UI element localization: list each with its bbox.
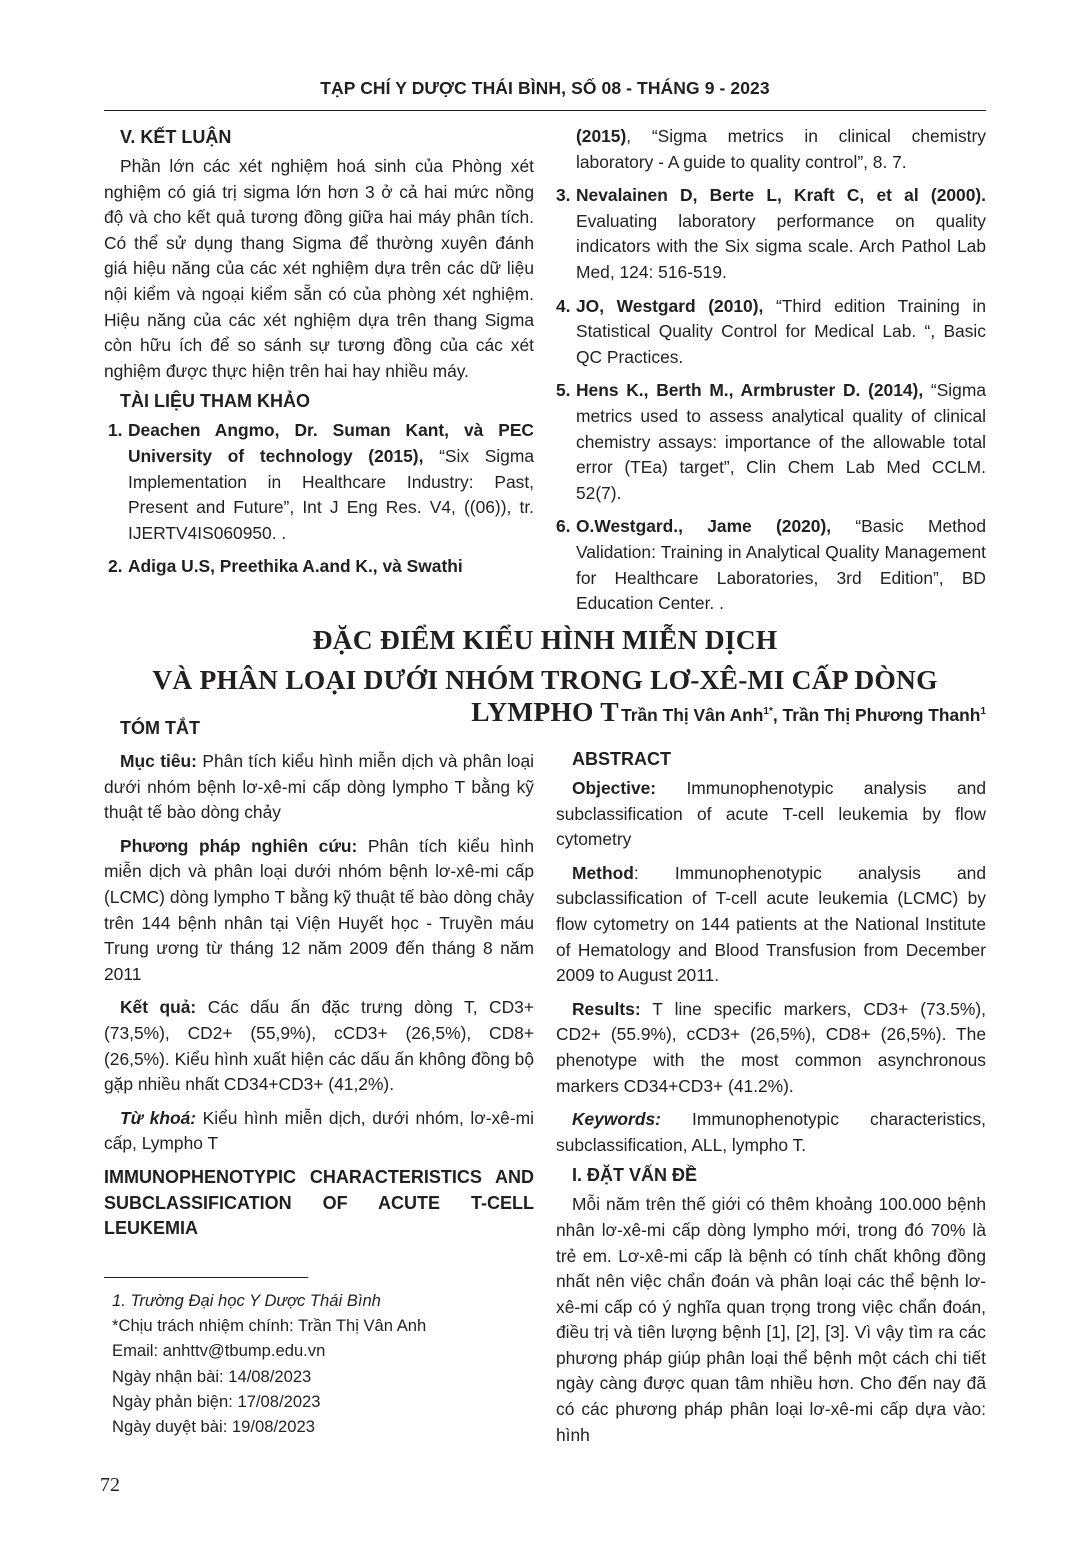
method-label: Phương pháp nghiên cứu: bbox=[120, 835, 358, 856]
ref-citation: Evaluating laboratory performance on quality indicators with the Six sigma scale. Arch Pathol Lab Med, 124: 516-519. bbox=[576, 210, 986, 282]
objective-label: Mục tiêu: bbox=[120, 751, 197, 771]
reference-2 bbox=[104, 554, 534, 580]
footnote-rule bbox=[104, 1277, 308, 1278]
authors: Trần Thị Vân Anh$^{1*}$, Trần Thị Phương Thanh$^1$ bbox=[621, 705, 986, 725]
summary-results bbox=[104, 995, 534, 1097]
ref-number: 2. bbox=[108, 556, 123, 577]
reference-2-continued bbox=[556, 124, 986, 175]
author-1: Trần Thị Vân Anh bbox=[621, 705, 764, 725]
summary-keywords bbox=[104, 1106, 534, 1157]
method-label: Method bbox=[572, 862, 634, 883]
results-text: Các dấu ấn đặc trưng dòng T, CD3+ (73,5%), CD2+ (55,9%), cCD3+ (26,5%), CD8+ (26,5%). Kiểu hình xuất hiện các dấu ấn không đồng bộ gặp nhiều nhất CD34+CD3+ (41,2%). bbox=[104, 997, 534, 1095]
objective-text: Immunophenotypic analysis and subclassification of acute T-cell leukemia by flow cytometry bbox=[556, 778, 986, 850]
journal-header: TẠP CHÍ Y DƯỢC THÁI BÌNH, SỐ 08 - THÁNG 9 - 2023 bbox=[320, 78, 770, 98]
references-heading: TÀI LIỆU THAM KHẢO bbox=[120, 391, 310, 412]
keywords-label: Từ khoá: bbox=[120, 1107, 197, 1128]
results-label: Results: bbox=[572, 998, 641, 1019]
method-text: Phân tích kiểu hình miễn dịch và phân loại dưới nhóm bệnh lơ-xê-mi cấp (LCMC) dòng lympho T bằng kỹ thuật tế bào dòng chảy trên 144 bệnh nhân tại Viện Huyết học - Truyền máu Trung ương từ tháng 12 năm 2009 đến tháng 8 năm 2011 bbox=[104, 835, 534, 984]
abstract-heading: ABSTRACT bbox=[572, 749, 671, 769]
method-text: : Immunophenotypic analysis and subclassification of T-cell acute leukemia (LCMC) by flow cytometry on 144 patients at the National Institute of Hematology and Blood Transfusion from December 2009 to August 2011. bbox=[556, 862, 986, 986]
keywords-text: Kiểu hình miễn dịch, dưới nhóm, lơ-xê-mi cấp, Lympho T bbox=[104, 1107, 534, 1154]
results-label: Kết quả: bbox=[120, 997, 197, 1018]
footnote bbox=[112, 1288, 426, 1439]
ref-authors: Hens K., Berth M., Armbruster D. (2014), bbox=[576, 380, 924, 401]
summary-method bbox=[104, 834, 534, 988]
abstract-keywords bbox=[556, 1107, 986, 1158]
keywords-text: Immunophenotypic characteristics, subclassification, ALL, lympho T. bbox=[556, 1109, 986, 1155]
reference-3 bbox=[556, 183, 986, 285]
left-column-bottom bbox=[104, 715, 534, 1242]
footnote-reviewed: Ngày phản biện: 17/08/2023 bbox=[112, 1391, 321, 1411]
ref-authors: Adiga U.S, Preethika A.and K., và Swathi bbox=[128, 556, 463, 577]
ref-citation: “Six Sigma Implementation in Healthcare Industry: Past, Present and Future”, Int J Eng Res. V4, ((06)), tr. IJERTV4IS060950. . bbox=[128, 445, 535, 543]
abstract-objective bbox=[556, 776, 986, 853]
footnote-corresponding: *Chịu trách nhiệm chính: Trần Thị Vân Anh bbox=[112, 1316, 427, 1336]
footnote-email: Email: anhttv@tbump.edu.vn bbox=[112, 1341, 326, 1361]
intro-text: Mỗi năm trên thế giới có thêm khoảng 100.000 bệnh nhân lơ-xê-mi cấp dòng lympho mới, trong đó 70% là trẻ em. Lơ-xê-mi cấp là bệnh có tính chất không đồng nhất nên việc chẩn đoán và phân loại các thể bệnh lơ-xê-mi cấp có ý nghĩa quan trọng trong việc chẩn đoán, điều trị và tiên lượng bệnh [1], [2], [3]. Vì vậy tìm ra các phương pháp giúp phân loại thể bệnh một cách chi tiết ngày càng được quan tâm nhiều hơn. Cho đến nay đã có các phương pháp phân loại lơ-xê-mi cấp dựa vào: hình bbox=[556, 1194, 986, 1445]
ref-authors: Nevalainen D, Berte L, Kraft C, et al (2000). bbox=[576, 185, 986, 206]
ref-number: 4. bbox=[556, 295, 571, 316]
ref-authors: O.Westgard., Jame (2020), bbox=[576, 516, 832, 537]
reference-4 bbox=[556, 294, 986, 371]
conclusion-text: Phần lớn các xét nghiệm hoá sinh của Phòng xét nghiệm có giá trị sigma lớn hơn 3 ở cả hai mức nồng độ và cho kết quả tương đồng giữa hai máy phân tích. Có thể sử dụng thang Sigma để thường xuyên đánh giá hiệu năng của các xét nghiệm dựa trên các dữ liệu nội kiểm và ngoại kiểm sẵn có của phòng xét nghiệm. Hiệu năng của các xét nghiệm dựa trên thang Sigma còn hữu ích để so sánh sự tương đồng của các xét nghiệm được thực hiện trên hai hay nhiều máy. bbox=[104, 156, 534, 381]
objective-text: Phân tích kiểu hình miễn dịch và phân loại dưới nhóm bệnh lơ-xê-mi cấp dòng lympho T bằng kỹ thuật tế bào dòng chảy bbox=[104, 751, 534, 823]
right-column-top bbox=[556, 124, 986, 617]
ref-citation: “Third edition Training in Statistical Quality Control for Medical Lab. “, Basic QC Practices. bbox=[576, 295, 987, 367]
article-title-line-1: ĐẶC ĐIỂM KIỂU HÌNH MIỄN DỊCH bbox=[312, 624, 778, 655]
reference-5 bbox=[556, 378, 986, 506]
ref-number: 5. bbox=[556, 380, 571, 401]
ref-citation: “Sigma metrics used to assess analytical quality of clinical chemistry assays: importance of the allowable total error (TEa) target”, Clin Chem Lab Med CCLM. 52(7). bbox=[576, 380, 986, 503]
page-number: 72 bbox=[100, 1474, 120, 1496]
footnote-received: Ngày nhận bài: 14/08/2023 bbox=[112, 1366, 312, 1386]
summary-objective bbox=[104, 749, 534, 826]
abstract-results bbox=[556, 997, 986, 1099]
ref-number: 3. bbox=[556, 185, 571, 206]
english-title: IMMUNOPHENOTYPIC CHARACTERISTICS AND SUBCLASSIFICATION OF ACUTE T-CELL LEUKEMIA bbox=[104, 1166, 534, 1239]
intro-heading: I. ĐẶT VẤN ĐỀ bbox=[572, 1165, 698, 1186]
right-column-bottom bbox=[556, 746, 986, 1448]
objective-label: Objective: bbox=[572, 778, 657, 798]
ref-number: 6. bbox=[556, 516, 571, 537]
author-2-affiliation: 1 bbox=[980, 706, 986, 718]
footnote-affiliation: 1. Trường Đại học Y Dược Thái Bình bbox=[112, 1291, 381, 1310]
article-title-line-2: VÀ PHÂN LOẠI DƯỚI NHÓM TRONG LƠ-XÊ-MI CẤP DÒNG LYMPHO T bbox=[152, 664, 938, 727]
reference-1 bbox=[104, 418, 534, 546]
summary-heading: TÓM TẮT bbox=[120, 718, 200, 738]
left-column-top bbox=[104, 124, 534, 580]
keywords-label: Keywords: bbox=[572, 1109, 661, 1130]
conclusion-heading: V. KẾT LUẬN bbox=[120, 127, 232, 147]
abstract-method bbox=[556, 861, 986, 989]
header-rule bbox=[104, 110, 986, 111]
results-text: T line specific markers, CD3+ (73.5%), CD2+ (55.9%), cCD3+ (26,5%), CD8+ (26,5%). The phenotype with the most common asynchronous markers CD34+CD3+ (41.2%). bbox=[556, 998, 986, 1096]
ref-authors: Deachen Angmo, Dr. Suman Kant, và PEC University of technology (2015), bbox=[128, 420, 534, 466]
ref-citation: , “Sigma metrics in clinical chemistry laboratory - A guide to quality control”, 8. 7. bbox=[576, 126, 986, 172]
ref-citation: “Basic Method Validation: Training in Analytical Quality Management for Healthcare Laboratories, 3rd Edition”, BD Education Center. . bbox=[576, 516, 986, 614]
ref-authors: JO, Westgard (2010), bbox=[576, 295, 764, 316]
ref-year: (2015) bbox=[576, 126, 627, 146]
reference-6 bbox=[556, 514, 986, 616]
author-2: Trần Thị Phương Thanh bbox=[782, 705, 981, 725]
ref-number: 1. bbox=[108, 420, 123, 441]
footnote-accepted: Ngày duyệt bài: 19/08/2023 bbox=[112, 1417, 315, 1437]
author-1-affiliation: 1* bbox=[763, 706, 773, 718]
